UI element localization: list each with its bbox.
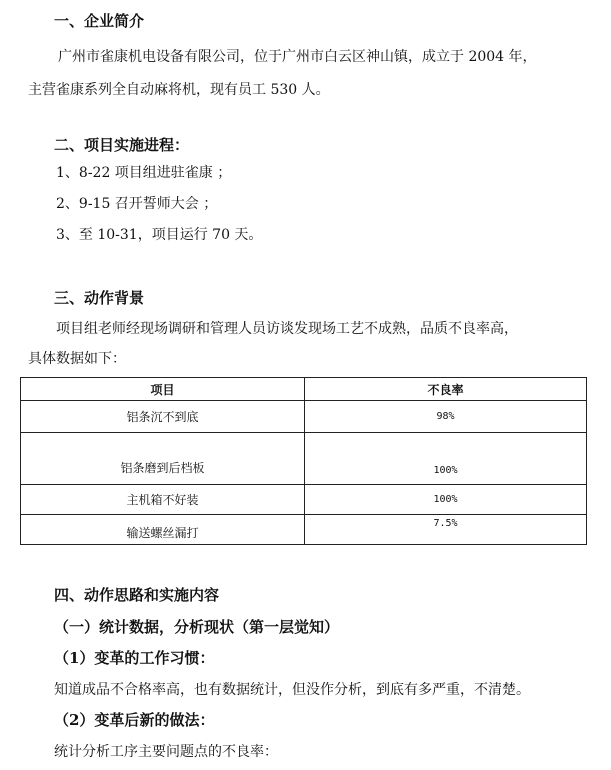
table-header-row [21, 378, 587, 401]
item-cell: 主机箱不好装 [21, 485, 305, 515]
section-4-heading: 四、动作思路和实施内容 [54, 586, 220, 604]
section-1-heading: 一、企业简介 [54, 12, 145, 30]
table-row [21, 485, 587, 515]
rate-cell: 100% [305, 485, 587, 515]
subsection-3-heading: （2）变革后新的做法： [54, 711, 215, 729]
progress-item-2: 2、9-15 召开誓师大会 ； [56, 196, 218, 212]
subsection-2-heading: （1）变革的工作习惯： [54, 649, 215, 667]
rate-cell: 98% [305, 401, 587, 433]
table-row [21, 433, 587, 485]
item-cell: 铝条沉不到底 [21, 401, 305, 433]
old-habit-text: 知道成品不合格率高，也有数据统计，但没作分析，到底有多严重，不清楚。 [54, 682, 530, 698]
company-intro-line-1: 广州市雀康机电设备有限公司，位于广州市白云区神山镇，成立于 2004 年， [58, 49, 537, 65]
background-line-1: 项目组老师经现场调研和管理人员访谈发现场工艺不成熟，品质不良率高， [56, 321, 518, 337]
rate-cell: 7.5% [305, 515, 587, 545]
table-row [21, 515, 587, 545]
new-method-text: 统计分析工序主要问题点的不良率： [54, 744, 278, 760]
defect-rate-table [20, 377, 587, 545]
background-line-2: 具体数据如下： [28, 351, 126, 367]
section-2-heading: 二、项目实施进程： [54, 136, 190, 154]
subsection-1-heading: （一）统计数据，分析现状（第一层觉知） [54, 618, 340, 636]
company-intro-line-2: 主营雀康系列全自动麻将机，现有员工 530 人。 [28, 82, 330, 98]
col-header-item: 项目 [21, 378, 305, 401]
col-header-rate: 不良率 [305, 378, 587, 401]
rate-cell: 100% [305, 433, 587, 485]
progress-item-1: 1、8-22 项目组进驻雀康 ； [56, 165, 232, 181]
item-cell: 铝条磨到后档板 [21, 433, 305, 485]
table-row [21, 401, 587, 433]
progress-item-3: 3、至 10-31，项目运行 70 天。 [56, 227, 263, 243]
section-3-heading: 三、动作背景 [54, 289, 145, 307]
item-cell: 输送螺丝漏打 [21, 515, 305, 545]
